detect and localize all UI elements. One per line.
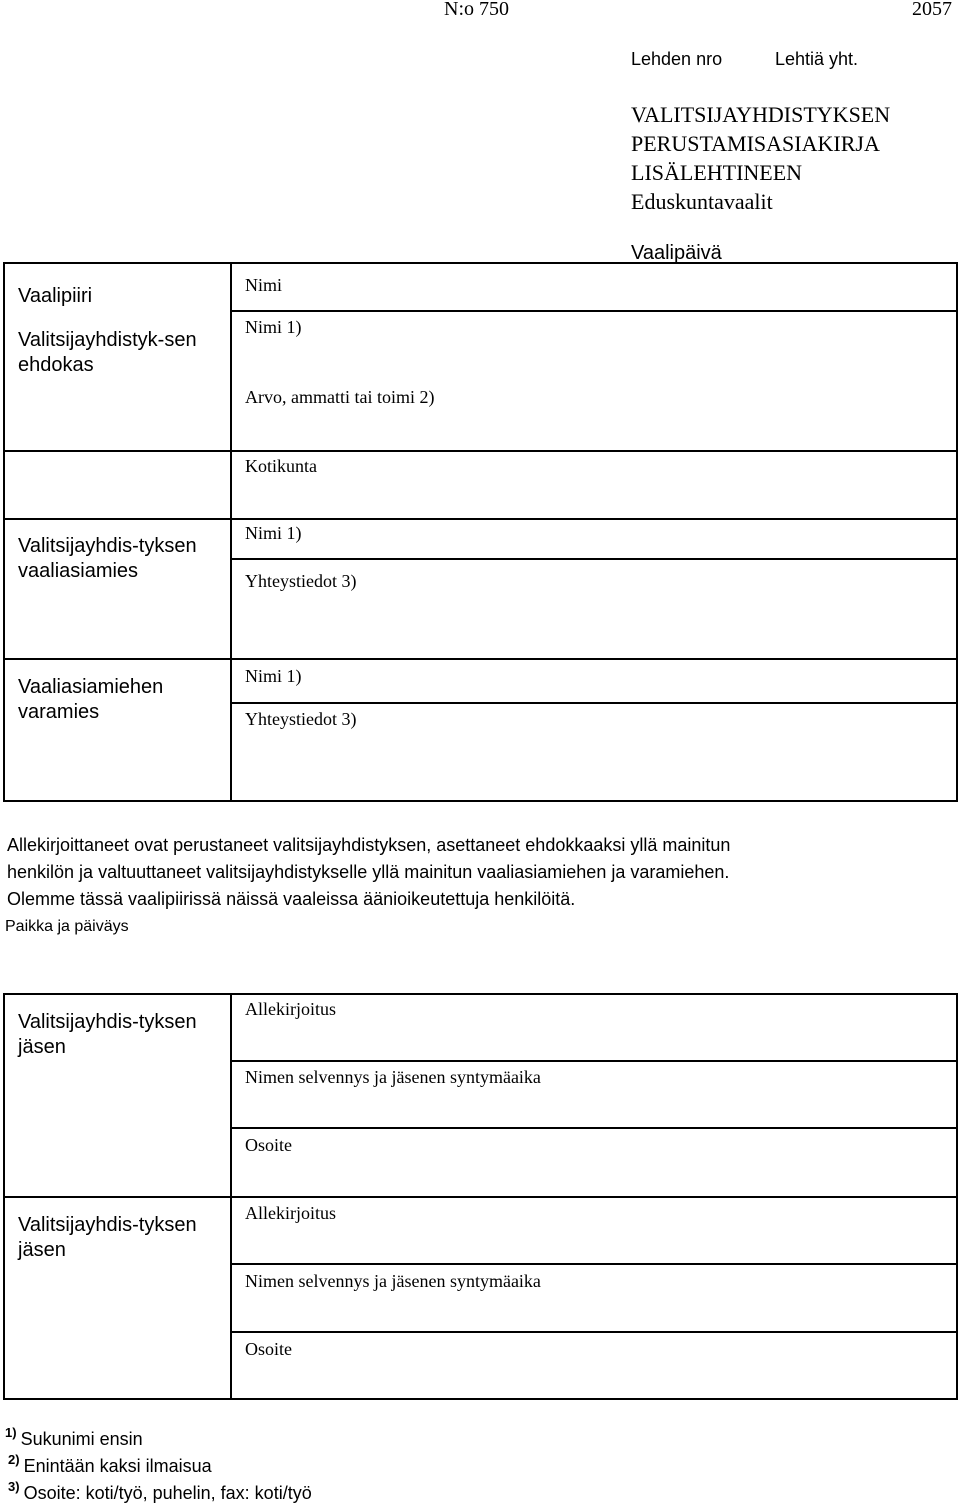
page-number: 2057 — [912, 0, 952, 20]
place-date-label: Paikka ja päiväys — [5, 918, 129, 935]
address-label: Osoite — [245, 1135, 292, 1155]
declaration-text — [7, 832, 730, 913]
row-divider — [230, 702, 958, 704]
candidate-label-text: Valitsijayhdistyk-sen ehdokas — [18, 329, 197, 376]
row-divider — [3, 450, 958, 452]
name-dob-label: Nimen selvennys ja jäsenen syntymäaika — [245, 1271, 541, 1291]
agent-name-label: Nimi 1) — [245, 523, 302, 543]
election-day-label: Vaalipäivä — [631, 242, 722, 264]
name-dob-label: Nimen selvennys ja jäsenen syntymäaika — [245, 1067, 541, 1087]
address-label: Osoite — [245, 1339, 292, 1359]
declaration-line: Olemme tässä vaalipiirissä näissä vaaleissa äänioikeutettuja henkilöitä. — [7, 889, 576, 909]
sheet-number-label: Lehden nro — [631, 49, 723, 69]
candidate-label — [18, 328, 218, 378]
district-label: Vaalipiiri — [18, 285, 93, 307]
agent-contact-label: Yhteystiedot 3) — [245, 571, 357, 591]
section-divider — [3, 518, 958, 520]
section-divider — [3, 658, 958, 660]
deputy-contact-label: Yhteystiedot 3) — [245, 709, 357, 729]
row-divider — [230, 1331, 958, 1333]
row-divider — [230, 1060, 958, 1062]
footnote-mark: 1) — [5, 1425, 17, 1440]
column-divider — [230, 262, 232, 802]
candidate-name-label: Nimi 1) — [245, 317, 302, 337]
signature-label: Allekirjoitus — [245, 999, 336, 1019]
footnote-mark: 2) — [8, 1452, 20, 1467]
form-title-line: VALITSIJAYHDISTYKSEN — [631, 102, 891, 127]
declaration-line: Allekirjoittaneet ovat perustaneet valitsijayhdistyksen, asettaneet ehdokkaaksi yllä mainitun — [7, 835, 731, 855]
row-divider — [230, 310, 958, 312]
issue-number: N:o 750 — [444, 0, 509, 20]
candidate-municipality-label: Kotikunta — [245, 456, 317, 476]
row-divider — [230, 1263, 958, 1265]
footnote-text: Osoite: koti/työ, puhelin, fax: koti/työ — [23, 1483, 312, 1503]
footnote — [5, 1425, 143, 1450]
row-divider — [230, 1127, 958, 1129]
footnote — [8, 1452, 212, 1477]
signature-label: Allekirjoitus — [245, 1203, 336, 1223]
form-title-line: PERUSTAMISASIAKIRJA — [631, 131, 880, 156]
footnote-mark: 3) — [8, 1479, 20, 1494]
name-field-label: Nimi — [245, 275, 283, 295]
row-divider — [230, 558, 958, 560]
footnote — [8, 1479, 312, 1504]
deputy-label: Vaaliasiamiehen varamies — [18, 676, 164, 723]
agent-label: Valitsijayhdis-tyksen vaaliasiamies — [18, 535, 197, 582]
candidate-title-label: Arvo, ammatti tai toimi 2) — [245, 387, 435, 407]
deputy-name-label: Nimi 1) — [245, 666, 302, 686]
form-title — [631, 100, 890, 216]
form-title-line: Eduskuntavaalit — [631, 189, 773, 214]
sheets-total-label: Lehtiä yht. — [775, 49, 859, 69]
member-label: Valitsijayhdis-tyksen jäsen — [18, 1214, 197, 1261]
footnote-text: Sukunimi ensin — [20, 1429, 143, 1449]
form-title-line: LISÄLEHTINEEN — [631, 160, 803, 185]
declaration-line: henkilön ja valtuuttaneet valitsijayhdistykselle yllä mainitun vaaliasiamiehen ja varamiehen. — [7, 862, 730, 882]
section-divider — [3, 1196, 958, 1198]
footnote-text: Enintään kaksi ilmaisua — [23, 1456, 212, 1476]
member-label: Valitsijayhdis-tyksen jäsen — [18, 1011, 197, 1058]
